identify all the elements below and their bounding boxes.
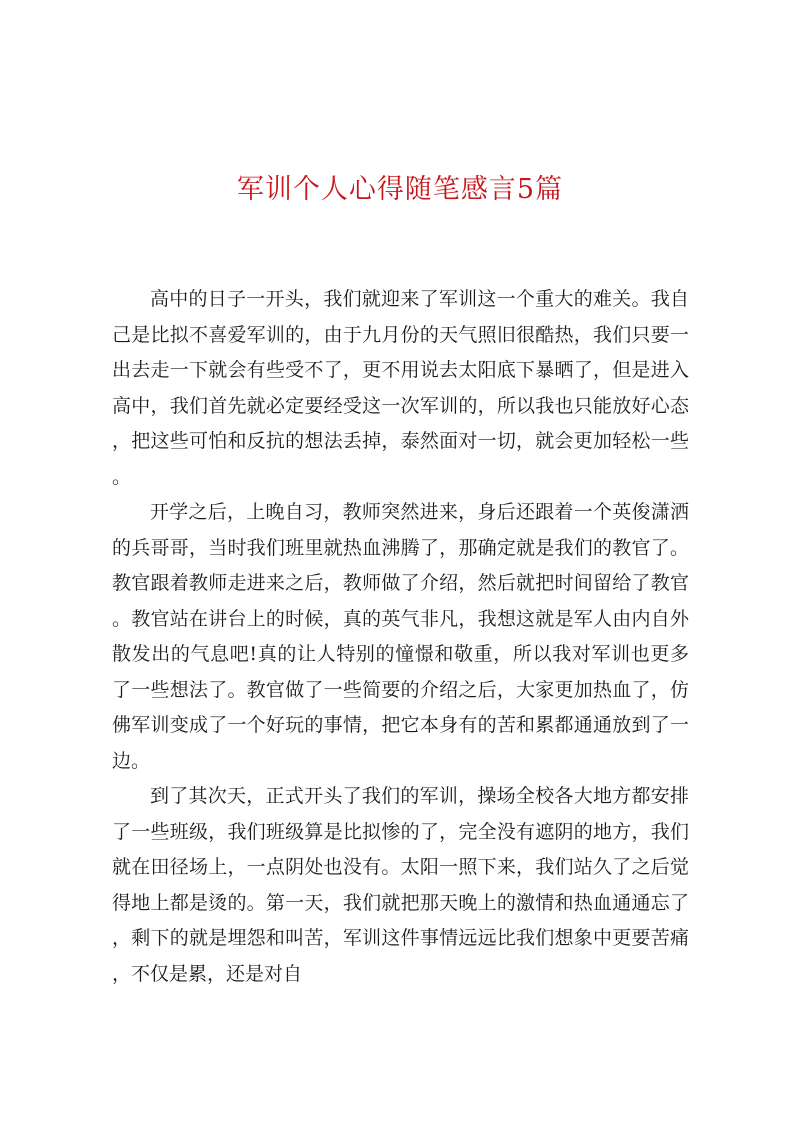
- paragraph-2: 开学之后，上晚自习，教师突然进来，身后还跟着一个英俊潇洒的兵哥哥，当时我们班里就热血沸腾了，那确定就是我们的教官了。教官跟着教师走进来之后，教师做了介绍，然后就把时间留给了教官。教官站在讲台上的时候，真的英气非凡，我想这就是军人由内自外散发出的气息吧!真的让人特别的憧憬和敬重，所以我对军训也更多了一些想法了。教官做了一些简要的介绍之后，大家更加热血了，仿佛军训变成了一个好玩的事情，把它本身有的苦和累都通通放到了一边。: [112, 501, 689, 772]
- paragraph-3: 到了其次天，正式开头了我们的军训，操场全校各大地方都安排了一些班级，我们班级算是比拟惨的了，完全没有遮阴的地方，我们就在田径场上，一点阴处也没有。太阳一照下来，我们站久了之后觉得地上都是烫的。第一天，我们就把那天晚上的激情和热血通通忘了，剩下的就是埋怨和叫苦，军训这件事情远远比我们想象中更要苦痛，不仅是累，还是对自: [112, 785, 689, 985]
- document-title: 军训个人心得随笔感言5篇: [236, 174, 564, 205]
- paragraph-1: 高中的日子一开头，我们就迎来了军训这一个重大的难关。我自己是比拟不喜爱军训的，由于九月份的天气照旧很酷热，我们只要一出去走一下就会有些受不了，更不用说去太阳底下暴晒了，但是进入高中，我们首先就必定要经受这一次军训的，所以我也只能放好心态，把这些可怕和反抗的想法丢掉，泰然面对一切，就会更加轻松一些。: [112, 288, 689, 488]
- document-body: [112, 282, 689, 992]
